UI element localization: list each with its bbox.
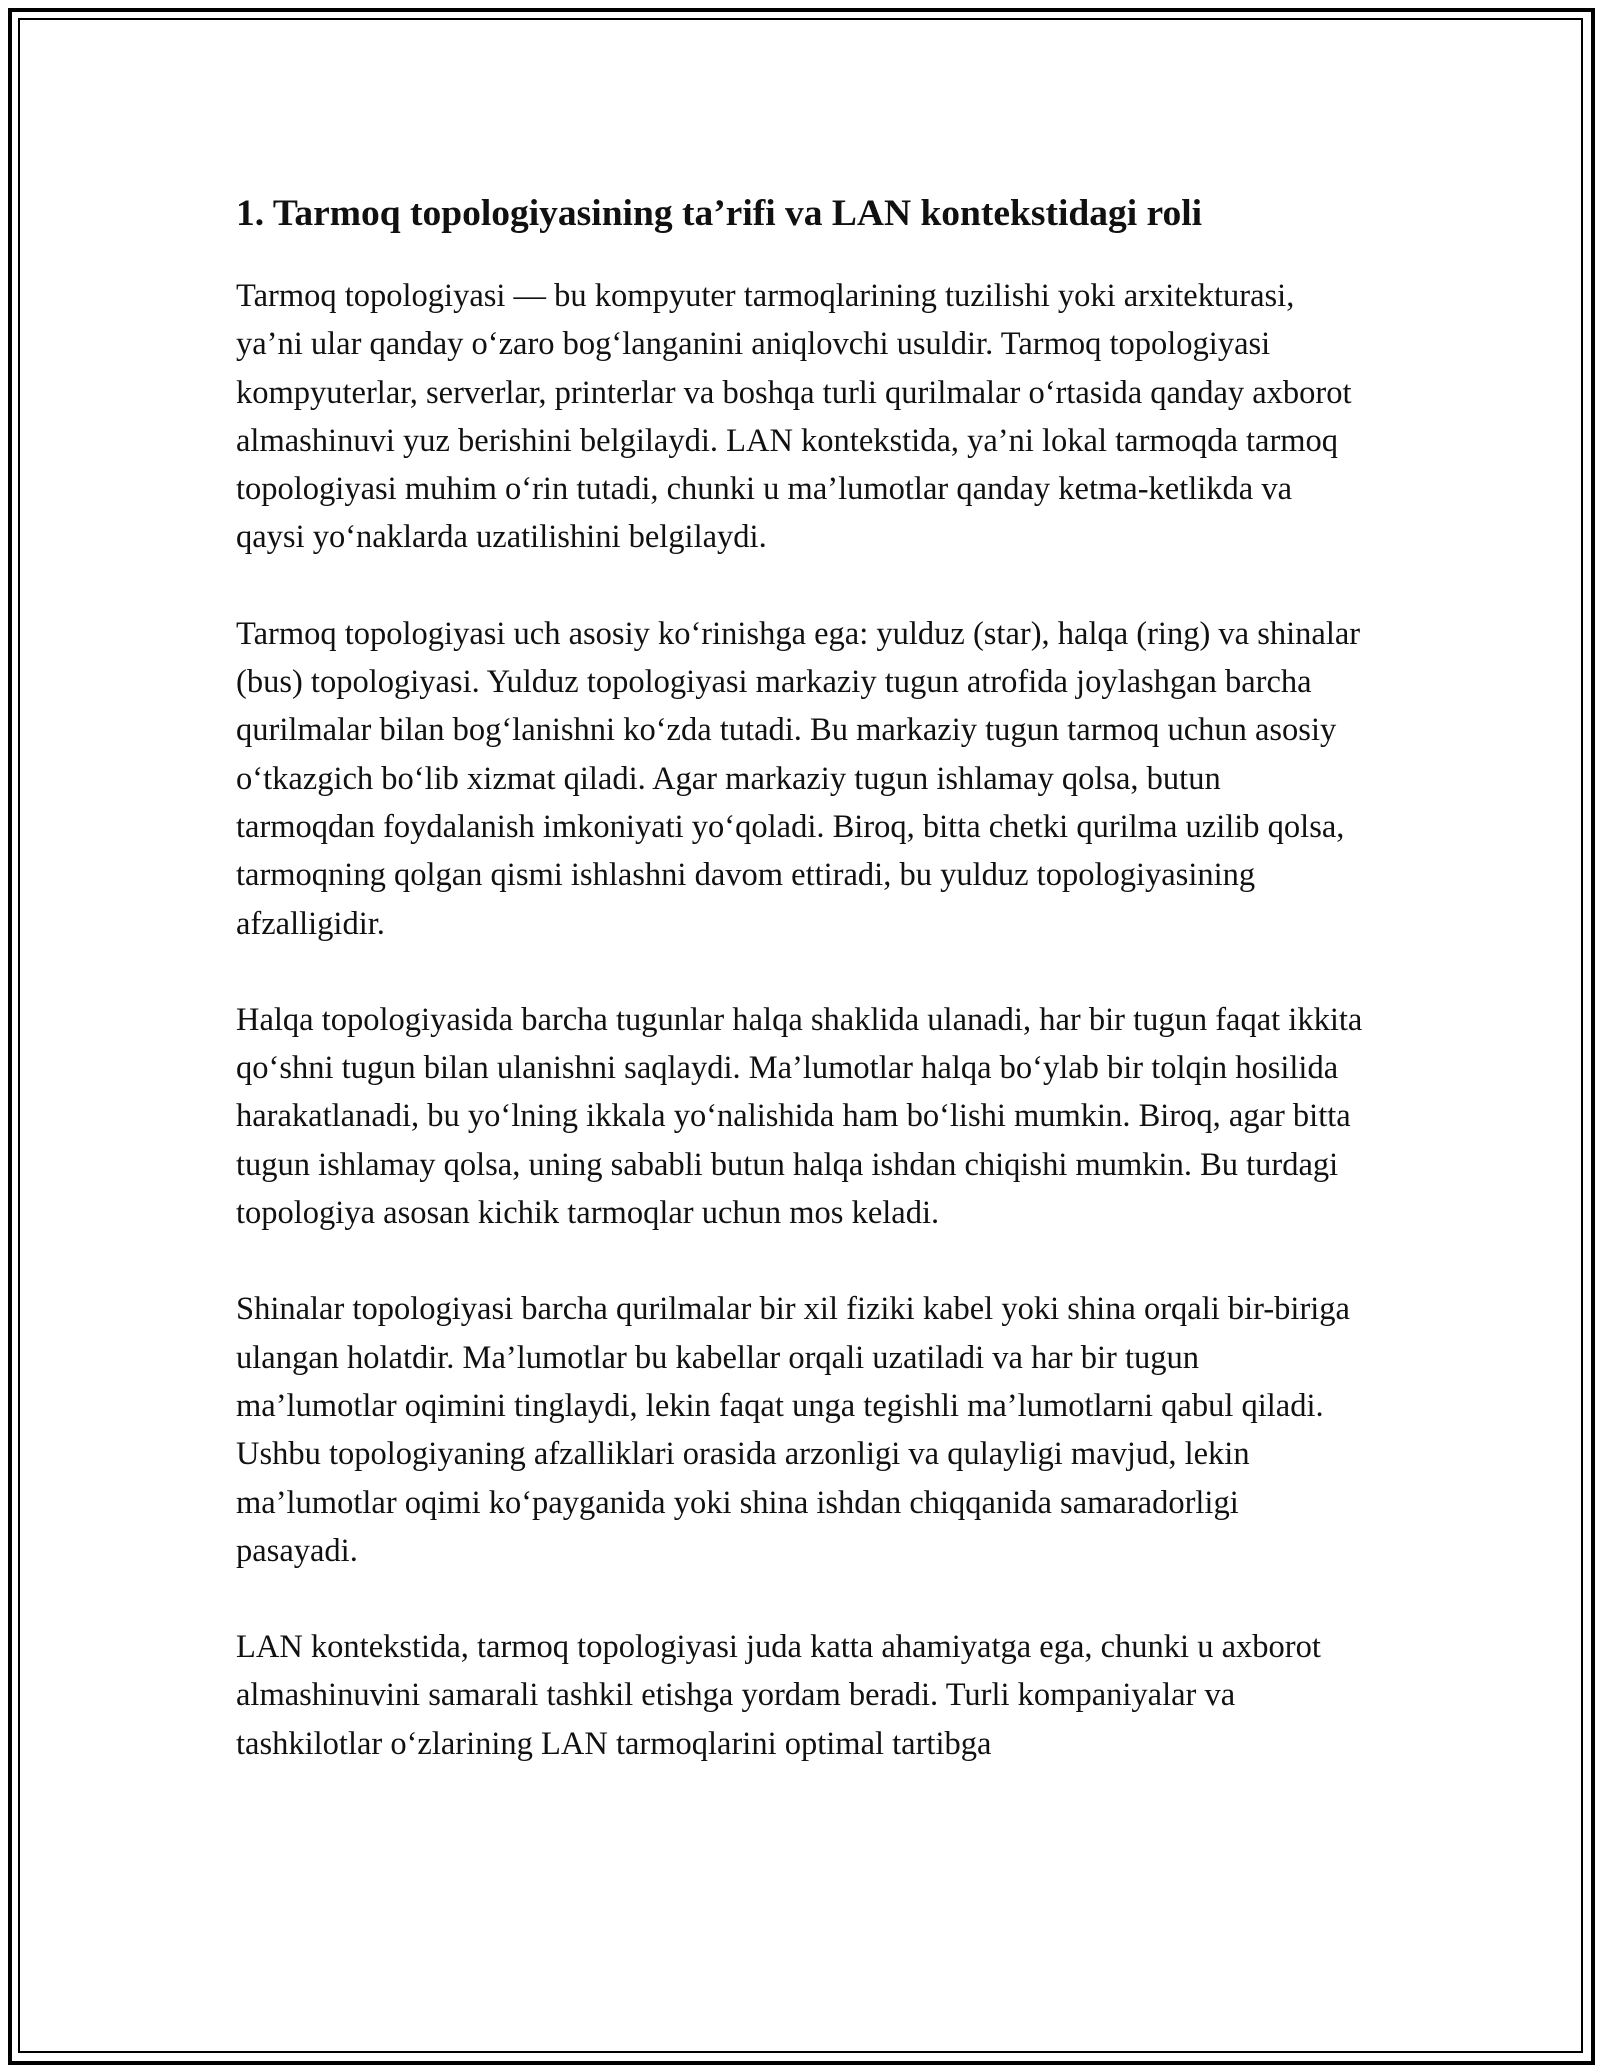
paragraph-ring-topology: Halqa topologiyasida barcha tugunlar halqa shaklida ulanadi, har bir tugun faqat ikkita qo‘shni tugun bilan ulanishni saqlaydi. Ma’lumotlar halqa bo‘ylab bir tolqin hosilida harakatlanadi, bu yo‘lning ikkala yo‘nalishida ham bo‘lishi mumkin. Biroq, agar bitta tugun ishlamay qolsa, uning sababli butun halqa ishdan chiqishi mumkin. Bu turdagi topologiya asosan kichik tarmoqlar uchun mos keladi. xyxy=(236,1001,1363,1232)
section-heading: 1. Tarmoq topologiyasining ta’rifi va LAN kontekstidagi roli xyxy=(236,193,1203,234)
paragraph-definition: Tarmoq topologiyasi — bu kompyuter tarmoqlarining tuzilishi yoki arxitekturasi, ya’ni ular qanday o‘zaro bog‘langanini aniqlovchi usuldir. Tarmoq topologiyasi kompyuterlar, serverlar, printerlar va boshqa turli qurilmalar o‘rtasida qanday axborot almashinuvi yuz berishini belgilaydi. LAN kontekstida, ya’ni lokal tarmoqda tarmoq topologiyasi muhim o‘rin tutadi, chunki u ma’lumotlar qanday ketma-ketlikda va qaysi yo‘naklarda uzatilishini belgilaydi. xyxy=(236,278,1352,556)
paragraph-bus-topology: Shinalar topologiyasi barcha qurilmalar bir xil fiziki kabel yoki shina orqali bir-biriga ulangan holatdir. Ma’lumotlar bu kabellar orqali uzatiladi va har bir tugun ma’lumotlar oqimini tinglaydi, lekin faqat unga tegishli ma’lumotlarni qabul qiladi. Ushbu topologiyaning afzalliklari orasida arzonligi va qulayligi mavjud, lekin ma’lumotlar oqimi ko‘payganida yoki shina ishdan chiqqanida samaradorligi pasayadi. xyxy=(236,1291,1350,1569)
paragraph-topology-types: Tarmoq topologiyasi uch asosiy ko‘rinishga ega: yulduz (star), halqa (ring) va shinalar (bus) topologiyasi. Yulduz topologiyasi markaziy tugun atrofida joylashgan barcha qurilmalar bilan bog‘lanishni ko‘zda tutadi. Bu markaziy tugun tarmoq uchun asosiy o‘tkazgich bo‘lib xizmat qiladi. Agar markaziy tugun ishlamay qolsa, butun tarmoqdan foydalanish imkoniyati yo‘qoladi. Biroq, bitta chetki qurilma uzilib qolsa, tarmoqning qolgan qismi ishlashni davom ettiradi, bu yulduz topologiyasining afzalligidir. xyxy=(236,615,1361,942)
document-body xyxy=(236,188,1366,1816)
paragraph-lan-context: LAN kontekstida, tarmoq topologiyasi juda katta ahamiyatga ega, chunki u axborot almashinuvini samarali tashkil etishga yordam beradi. Turli kompaniyalar va tashkilotlar o‘zlarining LAN tarmoqlarini optimal tartibga xyxy=(236,1629,1321,1762)
